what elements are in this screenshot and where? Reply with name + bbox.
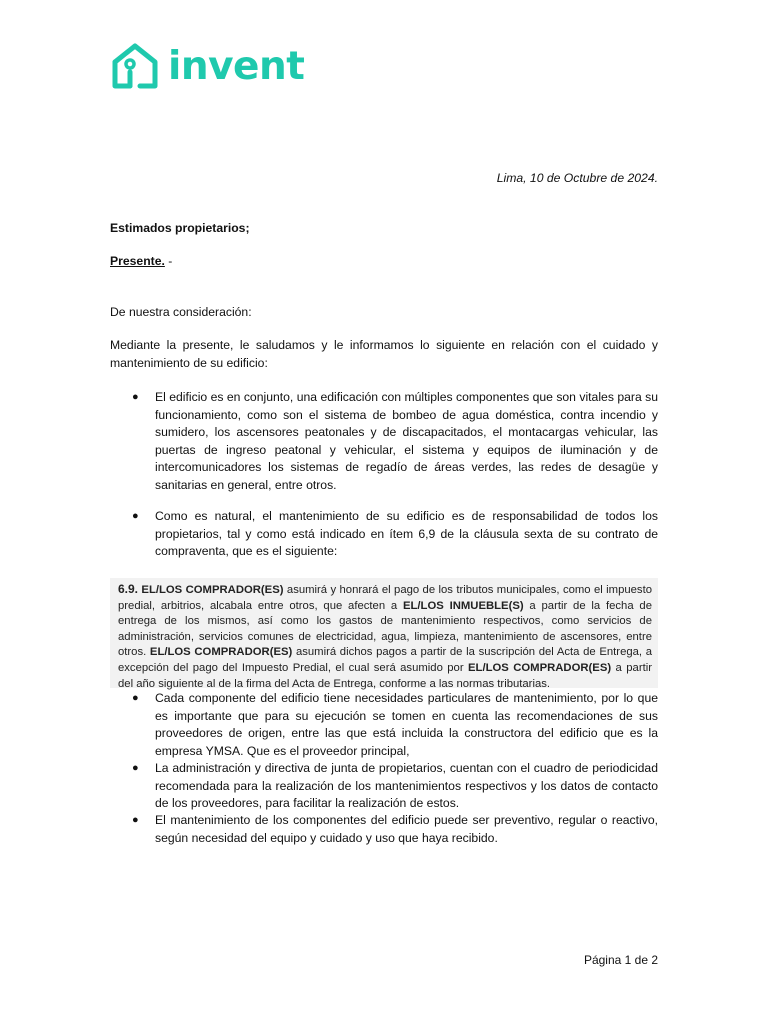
bullet-icon: ● (132, 814, 139, 826)
presente-suffix: - (164, 254, 173, 268)
clause-number: 6.9. (118, 582, 139, 596)
greeting: Estimados propietarios; (110, 221, 250, 235)
logo-text: invent (168, 43, 305, 89)
clause-buyer: EL/LOS COMPRADOR(ES) (468, 661, 612, 674)
presente-label: Presente. (110, 254, 165, 268)
page-number: Página 1 de 2 (583, 953, 658, 967)
list-item-text: Como es natural, el mantenimiento de su edificio es de responsabilidad de todos los propietarios, tal y como está indicado en ítem 6,9 de la cláusula sexta de su contrato de compraventa, que es el siguiente: (155, 509, 658, 558)
bullet-icon: ● (132, 692, 139, 704)
consideration-line: De nuestra consideración: (110, 305, 252, 319)
list-item-text: Cada componente del edificio tiene necesidades particulares de mantenimiento, por lo que es importante que para su ejecución se tomen en cuenta las recomendaciones de sus proveedores de origen, entre las que está incluida la constructora del edificio que es la empresa YMSA. Que es el proveedor principal, (155, 691, 658, 758)
bullet-icon: ● (132, 391, 139, 403)
clause-buyer: EL/LOS COMPRADOR(ES) (141, 584, 284, 596)
clause-buyer: EL/LOS COMPRADOR(ES) (149, 646, 293, 659)
list-item (110, 760, 658, 813)
list-item (110, 389, 658, 494)
bullet-icon: ● (132, 510, 139, 522)
bullet-icon: ● (132, 762, 139, 774)
list-item-text: La administración y directiva de junta de propietarios, cuentan con el cuadro de periodicidad recomendada para la realización de los mantenimientos respectivos y los datos de contacto de los proveedores, para facilitar la realización de estos. (155, 761, 658, 810)
list-item (110, 508, 658, 561)
clause-text-4: a partir del año siguiente al de la firma del Acta de Entrega, conforme a las normas tributarias. (118, 661, 652, 690)
house-icon (110, 42, 160, 90)
presente-line (110, 253, 172, 271)
clause-property: EL/LOS INMUEBLE(S) (402, 599, 524, 612)
clause-text-3: asumirá dichos pagos a partir de la suscripción del Acta de Entrega, a excepción del pago del Impuesto Predial, el cual será asumido por (118, 646, 652, 674)
list-item (110, 812, 658, 847)
list-item (110, 690, 658, 760)
clause-text-2: a partir de la fecha de entrega de los mismos, así como los gastos de mantenimiento respectivos, como servicios de administración, servicios comunes de electricidad, agua, limpieza, mantenimiento de ascensores, entre otros. (118, 599, 652, 659)
invent-logo (110, 42, 304, 90)
contract-clause-excerpt (110, 578, 658, 688)
clause-text-1: asumirá y honrará el pago de los tributos municipales, como el impuesto predial, arbitrios, alcabala entre otros, que afecten a (118, 584, 653, 612)
intro-paragraph: Mediante la presente, le saludamos y le informamos lo siguiente en relación con el cuidado y mantenimiento de su edificio: (110, 338, 658, 370)
list-item-text: El mantenimiento de los componentes del edificio puede ser preventivo, regular o reactivo, según necesidad del equipo y cuidado y uso que haya recibido. (155, 813, 658, 845)
list-item-text: El edificio es en conjunto, una edificación con múltiples componentes que son vitales para su funcionamiento, como son el sistema de bombeo de agua doméstica, contra incendio y sumidero, los ascensores peatonales y de discapacitados, el montacargas vehicular, las puertas de ingreso peatonal y vehicular, el sistema y equipos de iluminación y de intercomunicadores los sistemas de regadío de áreas verdes, las redes de desagüe y sanitarias en general, entre otros. (155, 390, 658, 492)
letter-date: Lima, 10 de Octubre de 2024. (496, 171, 658, 185)
